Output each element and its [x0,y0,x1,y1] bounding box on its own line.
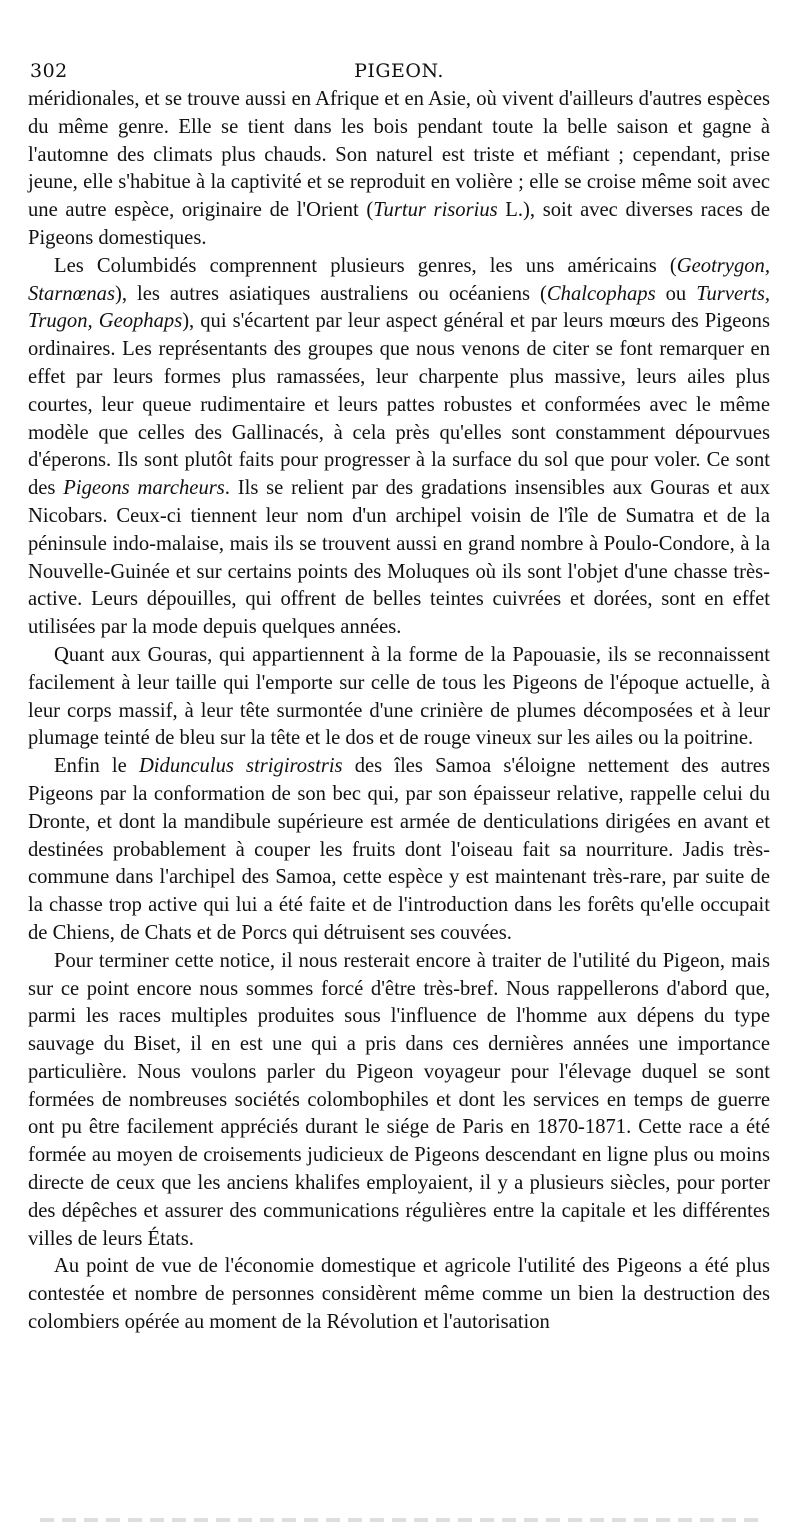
text-run: ou [655,282,697,305]
paragraph [28,948,770,1254]
text-run: Au point de vue de l'économie domestique et agricole l'utilité des Pigeons a été plus contestée et nombre de personnes considèrent même comme un bien la destruction des colombiers opérée au moment de la Révolution et l'autorisation [28,1255,770,1334]
running-title: PIGEON. [354,60,444,82]
italic-term: Geotrygon, Starnœnas [28,254,770,305]
text-run: L.), soit avec diverses races de Pigeons domestiques. [28,199,771,249]
book-page [28,56,770,1337]
paragraph [28,253,770,642]
italic-term: Didunculus strigirostris [138,755,343,778]
body-text [28,86,770,1337]
italic-term: Turtur risorius [373,199,498,222]
text-run: des îles Samoa s'éloigne nettement des autres Pigeons par la conformation de son bec qui, par son épaisseur relative, rappelle celui du Dronte, et dont la mandibule supérieure est armée de denticulations dirigées en avant et destinées probablement à couper les fruits dont l'oiseau fait sa nourriture. Jadis très-commune dans l'archipel des Samoa, cette espèce y est maintenant très-rare, par suite de la chasse trop active qui lui a été faite et de l'introduction dans les forêts qu'elle occupait de Chiens, de Chats et de Porcs qui détruisent ses couvées. [28,755,770,944]
text-run: ), qui s'écartent par leur aspect général et par leurs mœurs des Pigeons ordinaires. Les représentants des groupes que nous venons de citer se font remarquer en effet par leurs formes plus ramassées, leur charpente plus massive, leurs ailes plus courtes, leur queue rudimentaire et leurs pattes robustes et conformées avec le même modèle que celles des Gallinacés, à cela près qu'elles sont constamment dépourvues d'éperons. Ils sont plutôt faits pour progresser à la surface du sol que pour voler. Ce sont des [28,310,770,500]
paragraph [28,86,770,253]
text-run: Pour terminer cette notice, il nous resterait encore à traiter de l'utilité du Pigeon, mais sur ce point encore nous sommes forcé d'être très-bref. Nous rappellerons d'abord que, parmi les races multiples produites sous l'influence de l'homme aux dépens du type sauvage du Biset, il en est une qui a pris dans ces dernières années une importance particulière. Nous voulons parler du Pigeon voyageur pour l'élevage duquel se sont formées de nombreuses sociétés colombophiles et dont les services en temps de guerre ont pu être facilement appréciés durant le siége de Paris en 1870-1871. Cette race a été formée au moyen de croisements judicieux de Pigeons descendant en ligne plus ou moins directe de ceux que les anciens khalifes employaient, il y a plusieurs siècles, pour porter des dépêches et assurer des communications régulières entre la capitale et les différentes villes de leurs États. [28,949,770,1250]
italic-term: Pigeons marcheurs [63,477,225,500]
page-number: 302 [30,60,68,82]
paragraph [28,1253,770,1336]
text-run: Les Columbidés comprennent plusieurs genres, les uns américains ( [54,254,677,277]
paragraph [28,753,770,948]
paragraph [28,642,770,753]
text-run: Enfin le [54,755,139,778]
italic-term: Turverts, Trugon, Geophaps [28,282,770,333]
text-run: ), les autres asiatiques australiens ou océaniens ( [114,282,547,305]
text-run: Quant aux Gouras, qui appartiennent à la forme de la Papouasie, ils se reconnaissent facilement à leur taille qui l'emporte sur celle de tous les Pigeons de l'époque actuelle, à leur corps massif, à leur tête surmontée d'une crinière de plumes décomposées et à leur plumage teinté de bleu sur la tête et le dos et de rouge vineux sur les ailes ou la poitrine. [28,643,770,750]
bleed-through-line [40,1518,760,1522]
italic-term: Chalcophaps [546,282,656,305]
running-head [28,56,770,86]
text-run: méridionales, et se trouve aussi en Afrique et en Asie, où vivent d'ailleurs d'autres espèces du même genre. Elle se tient dans les bois pendant toute la belle saison et gagne à l'automne des climats plus chauds. Son naturel est triste et méfiant ; cependant, prise jeune, elle s'habitue à la captivité et se reproduit en volière ; elle se croise même soit avec une autre espèce, originaire de l'Orient ( [28,88,770,222]
text-run: . Ils se relient par des gradations insensibles aux Gouras et aux Nicobars. Ceux-ci tiennent leur nom d'un archipel voisin de l'île de Sumatra et de la péninsule indo-malaise, mais ils se trouvent aussi en grand nombre à Poulo-Condore, à la Nouvelle-Guinée et sur certains points des Moluques où ils sont l'objet d'une chasse très-active. Leurs dépouilles, qui offrent de belles teintes cuivrées et dorées, sont en effet utilisées par la mode depuis quelques années. [28,477,770,639]
